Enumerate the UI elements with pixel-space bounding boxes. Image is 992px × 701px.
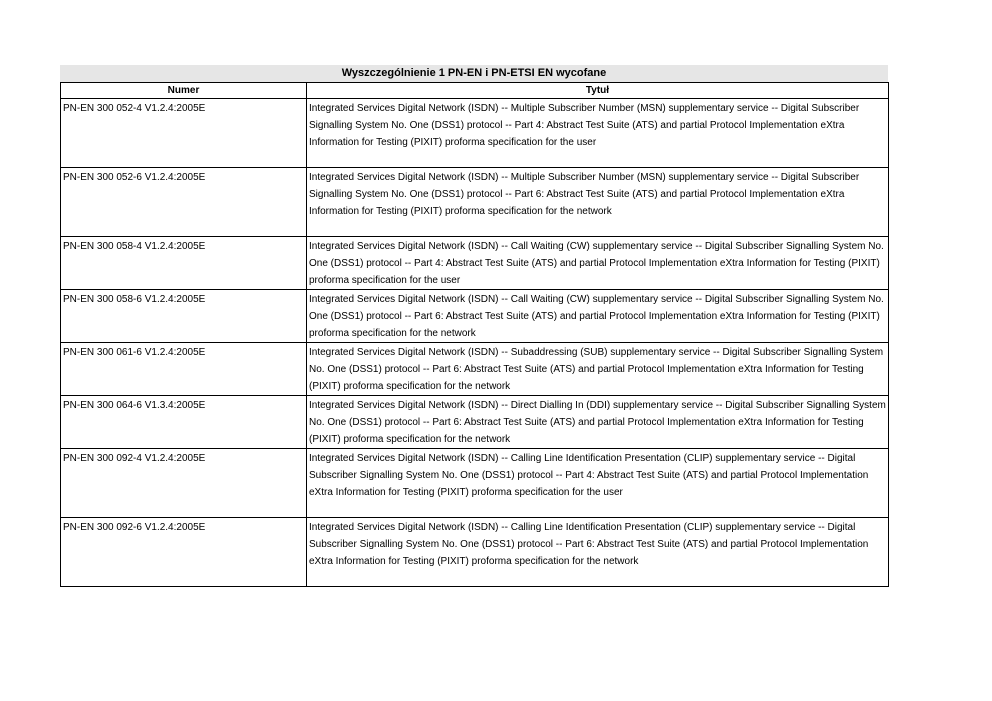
standard-title: Integrated Services Digital Network (ISDN) -- Call Waiting (CW) supplementary service -- Digital Subscriber Signalling System No. One (DSS1) protocol -- Part 4: Abstract Test Suite (ATS) and partial Protocol Implementation eXtra Information for Testing (PIXIT) proforma specification for the user xyxy=(307,237,889,290)
standard-title: Integrated Services Digital Network (ISDN) -- Call Waiting (CW) supplementary service -- Digital Subscriber Signalling System No. One (DSS1) protocol -- Part 6: Abstract Test Suite (ATS) and partial Protocol Implementation eXtra Information for Testing (PIXIT) proforma specification for the network xyxy=(307,290,889,343)
table-row xyxy=(61,449,889,518)
sheet-title: Wyszczególnienie 1 PN-EN i PN-ETSI EN wycofane xyxy=(60,65,888,82)
table-row xyxy=(61,168,889,237)
standard-number: PN-EN 300 058-4 V1.2.4:2005E xyxy=(61,237,307,290)
standard-number: PN-EN 300 092-4 V1.2.4:2005E xyxy=(61,449,307,518)
table-row xyxy=(61,343,889,396)
standard-number: PN-EN 300 061-6 V1.2.4:2005E xyxy=(61,343,307,396)
standard-number: PN-EN 300 058-6 V1.2.4:2005E xyxy=(61,290,307,343)
standard-title: Integrated Services Digital Network (ISDN) -- Multiple Subscriber Number (MSN) supplementary service -- Digital Subscriber Signalling System No. One (DSS1) protocol -- Part 6: Abstract Test Suite (ATS) and partial Protocol Implementation eXtra Information for Testing (PIXIT) proforma specification for the network xyxy=(307,168,889,237)
column-header-number: Numer xyxy=(61,83,307,99)
table-row xyxy=(61,290,889,343)
withdrawn-standards-sheet xyxy=(60,65,888,587)
header-row xyxy=(61,83,889,99)
table-row xyxy=(61,396,889,449)
standard-number: PN-EN 300 092-6 V1.2.4:2005E xyxy=(61,518,307,587)
table-row xyxy=(61,237,889,290)
column-header-title: Tytuł xyxy=(307,83,889,99)
standard-number: PN-EN 300 064-6 V1.3.4:2005E xyxy=(61,396,307,449)
standard-number: PN-EN 300 052-6 V1.2.4:2005E xyxy=(61,168,307,237)
standard-title: Integrated Services Digital Network (ISDN) -- Calling Line Identification Presentation (CLIP) supplementary service -- Digital Subscriber Signalling System No. One (DSS1) protocol -- Part 4: Abstract Test Suite (ATS) and partial Protocol Implementation eXtra Information for Testing (PIXIT) proforma specification for the user xyxy=(307,449,889,518)
standard-title: Integrated Services Digital Network (ISDN) -- Subaddressing (SUB) supplementary service -- Digital Subscriber Signalling System No. One (DSS1) protocol -- Part 6: Abstract Test Suite (ATS) and partial Protocol Implementation eXtra Information for Testing (PIXIT) proforma specification for the network xyxy=(307,343,889,396)
standard-title: Integrated Services Digital Network (ISDN) -- Direct Dialling In (DDI) supplementary service -- Digital Subscriber Signalling System No. One (DSS1) protocol -- Part 6: Abstract Test Suite (ATS) and partial Protocol Implementation eXtra Information for Testing (PIXIT) proforma specification for the network xyxy=(307,396,889,449)
table-row xyxy=(61,518,889,587)
standard-number: PN-EN 300 052-4 V1.2.4:2005E xyxy=(61,99,307,168)
standard-title: Integrated Services Digital Network (ISDN) -- Calling Line Identification Presentation (CLIP) supplementary service -- Digital Subscriber Signalling System No. One (DSS1) protocol -- Part 6: Abstract Test Suite (ATS) and partial Protocol Implementation eXtra Information for Testing (PIXIT) proforma specification for the network xyxy=(307,518,889,587)
table-row xyxy=(61,99,889,168)
standard-title: Integrated Services Digital Network (ISDN) -- Multiple Subscriber Number (MSN) supplementary service -- Digital Subscriber Signalling System No. One (DSS1) protocol -- Part 4: Abstract Test Suite (ATS) and partial Protocol Implementation eXtra Information for Testing (PIXIT) proforma specification for the user xyxy=(307,99,889,168)
standards-table xyxy=(60,82,889,587)
